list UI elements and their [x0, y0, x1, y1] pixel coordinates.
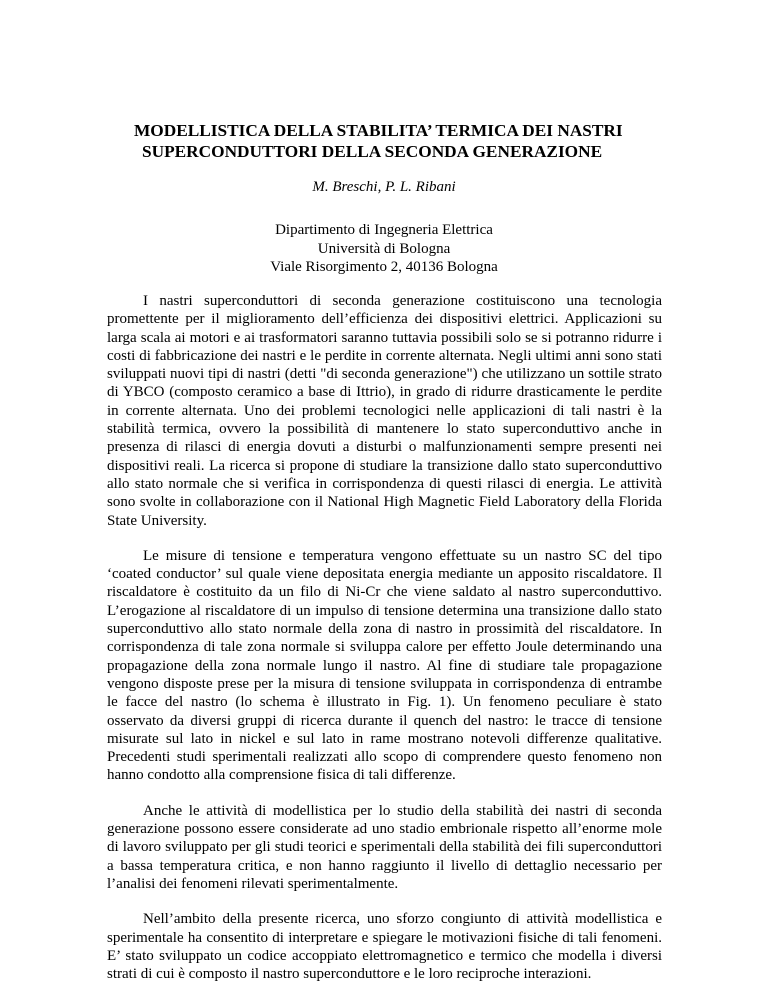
paper-title — [110, 120, 670, 162]
affiliation-address: Viale Risorgimento 2, 40136 Bologna — [270, 259, 498, 275]
affiliation-department: Dipartimento di Ingegneria Elettrica — [275, 222, 493, 238]
paragraph-4: Nell’ambito della presente ricerca, uno sforzo congiunto di attività modellistica e sperimentale ha consentito di interpretare e spiegare le motivazioni fisiche di tali fenomeni. E’ stato sviluppato un codice accoppiato elettromagnetico e termico che modella i diversi strati di cui è composto il nastro superconduttore e le loro reciproche interazioni. — [107, 911, 662, 983]
title-line-2: SUPERCONDUTTORI DELLA SECONDA GENERAZIONE — [142, 142, 603, 161]
affiliation-block — [0, 221, 768, 277]
affiliation-university: Università di Bologna — [317, 240, 451, 257]
title-line-1: MODELLISTICA DELLA STABILITA’ TERMICA DEI NASTRI — [134, 121, 623, 140]
paragraph-1: I nastri superconduttori di seconda generazione costituiscono una tecnologia promettente per il miglioramento dell’efficienza dei dispositivi elettrici. Applicazioni su larga scala ai motori e ai trasformatori saranno tuttavia possibili solo se si potranno ridurre i costi di fabbricazione dei nastri e le perdite in corrente alternata. Negli ultimi anni sono stati sviluppati nuovi tipi di nastri (detti "di seconda generazione") che utilizzano un sottile strato di YBCO (composto ceramico a base di Ittrio), in grado di ridurre drasticamente le perdite in corrente alternata. Uno dei problemi tecnologici nelle applicazioni di tali nastri è la stabilità termica, ovvero la possibilità di mantenere lo stato superconduttivo anche in presenza di rilasci di energia dovuti a disturbi o malfunzionamenti sempre presenti nei dispositivi reali. La ricerca si propone di studiare la transizione dallo stato superconduttivo allo stato normale che si verifica in corrispondenza di questi rilasci di energia. Le attività sono svolte in collaborazione con il National High Magnetic Field Laboratory della Florida State University. — [107, 293, 662, 529]
paragraph-2: Le misure di tensione e temperatura vengono effettuate su un nastro SC del tipo ‘coated conductor’ sul quale viene depositata energia mediante un apposito riscaldatore. Il riscaldatore è costituito da un filo di Ni-Cr che viene saldato al nastro superconduttivo. L’erogazione al riscaldatore di un impulso di tensione determina una transizione dallo stato superconduttivo allo stato normale della zona di nastro in prossimità del riscaldatore. In corrispondenza di tale zona normale si sviluppa calore per effetto Joule determinando una propagazione della zona normale lungo il nastro. Al fine di studiare tale propagazione vengono disposte prese per la misura di tensione sviluppata in corrispondenza di entrambe le facce del nastro (lo schema è illustrato in Fig. 1). Un fenomeno peculiare è stato osservato da diversi gruppi di ricerca durante il quench del nastro: le tracce di tensione misurate sul lato in nickel e sul lato in rame mostrano notevoli differenze qualitative. Precedenti studi sperimentali realizzati allo scopo di comprendere questo fenomeno non hanno condotto alla comprensione fisica di tali differenze. — [107, 547, 662, 784]
author-list: M. Breschi, P. L. Ribani — [312, 179, 456, 195]
paragraph-3: Anche le attività di modellistica per lo studio della stabilità dei nastri di seconda generazione possono essere considerate ad uno stadio embrionale rispetto all’enorme mole di lavoro sviluppato per gli studi teorici e sperimentali della stabilità dei fili superconduttori a bassa temperatura critica, e non hanno raggiunto il livello di dettaglio necessario per l’analisi dei fenomeni rilevati sperimentalmente. — [107, 802, 662, 892]
body-text — [107, 292, 662, 1000]
